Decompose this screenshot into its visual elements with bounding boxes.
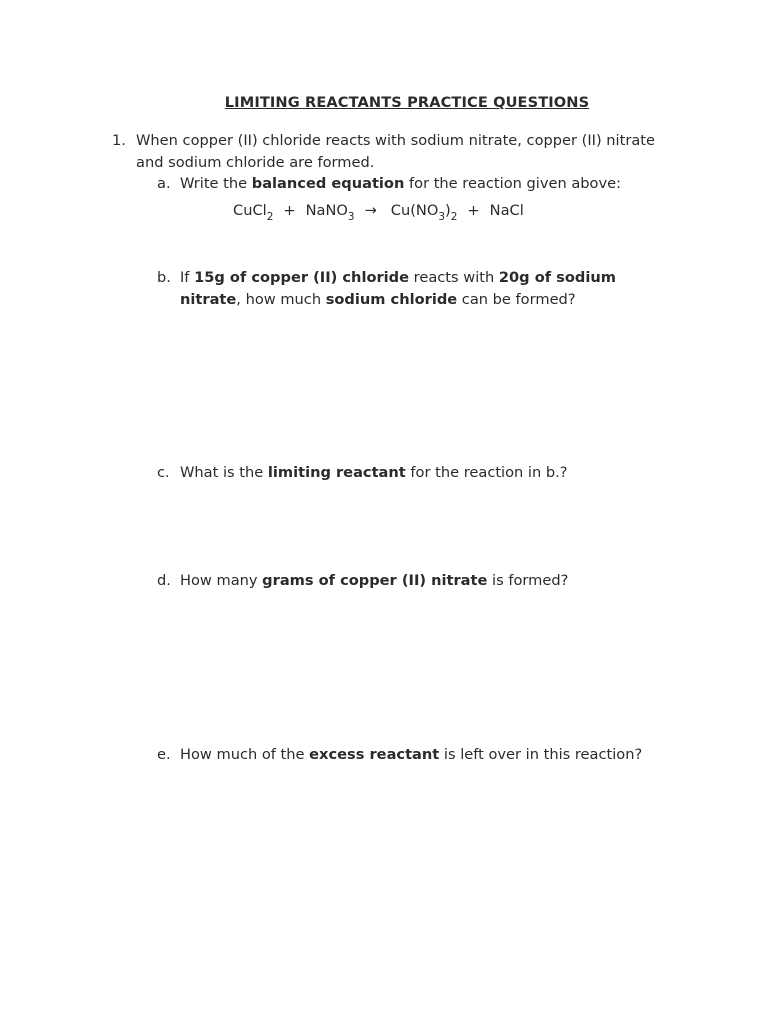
part-text-plain: is formed? — [487, 572, 569, 589]
part-text-bold: balanced equation — [251, 175, 405, 192]
part-text-plain: How much of the — [180, 746, 310, 763]
part-text-plain: can be formed? — [457, 291, 576, 308]
worksheet-title: LIMITING REACTANTS PRACTICE QUESTIONS — [224, 94, 590, 111]
part-text — [180, 462, 660, 484]
formula-subscript: 2 — [266, 211, 274, 223]
reaction-arrow-icon: → — [364, 202, 377, 219]
formula-base: NaNO — [305, 202, 348, 219]
reactant-sodium-nitrate — [306, 200, 355, 222]
part-text-bold: grams of copper (II) nitrate — [262, 572, 488, 589]
part-text-bold: excess reactant — [309, 746, 440, 763]
formula-base: CuCl — [233, 202, 267, 219]
part-letter: e. — [157, 746, 171, 763]
question-text: When copper (II) chloride reacts with sodium nitrate, copper (II) nitrate and sodium chloride are formed. — [136, 132, 655, 171]
chemical-equation — [233, 200, 524, 222]
part-text-plain: Write the — [180, 175, 252, 192]
part-text-plain: What is the — [180, 464, 268, 481]
part-text-plain: for the reaction given above: — [404, 175, 621, 192]
part-letter: c. — [157, 464, 170, 481]
formula-paren: ) — [445, 202, 451, 219]
part-text — [180, 267, 660, 311]
plus-sign: + — [283, 202, 296, 219]
part-text-plain: reacts with — [409, 269, 499, 286]
part-text — [180, 570, 660, 592]
part-text — [180, 173, 660, 195]
part-text-plain: If — [180, 269, 195, 286]
part-text-plain: How many — [180, 572, 263, 589]
part-text-bold: 15g of copper (II) chloride — [194, 269, 410, 286]
formula-subscript: 2 — [450, 211, 458, 223]
part-text-plain: for the reaction in b.? — [405, 464, 568, 481]
part-letter: d. — [157, 572, 171, 589]
plus-sign: + — [467, 202, 480, 219]
question-number: 1. — [112, 132, 126, 149]
part-text-plain: is left over in this reaction? — [439, 746, 643, 763]
product-sodium-chloride: NaCl — [489, 202, 524, 219]
part-text-plain: , how much — [236, 291, 326, 308]
formula-subscript: 3 — [438, 211, 446, 223]
part-text — [180, 744, 660, 766]
reactant-copper-chloride — [233, 200, 273, 222]
formula-subscript: 3 — [347, 211, 355, 223]
part-text-bold: limiting reactant — [267, 464, 406, 481]
part-letter: a. — [157, 175, 171, 192]
part-text-bold: sodium chloride — [325, 291, 458, 308]
part-text-bold: 20g of sodium nitrate — [180, 269, 616, 308]
part-letter: b. — [157, 269, 171, 286]
product-copper-nitrate — [391, 200, 458, 222]
formula-base: Cu(NO — [390, 202, 439, 219]
